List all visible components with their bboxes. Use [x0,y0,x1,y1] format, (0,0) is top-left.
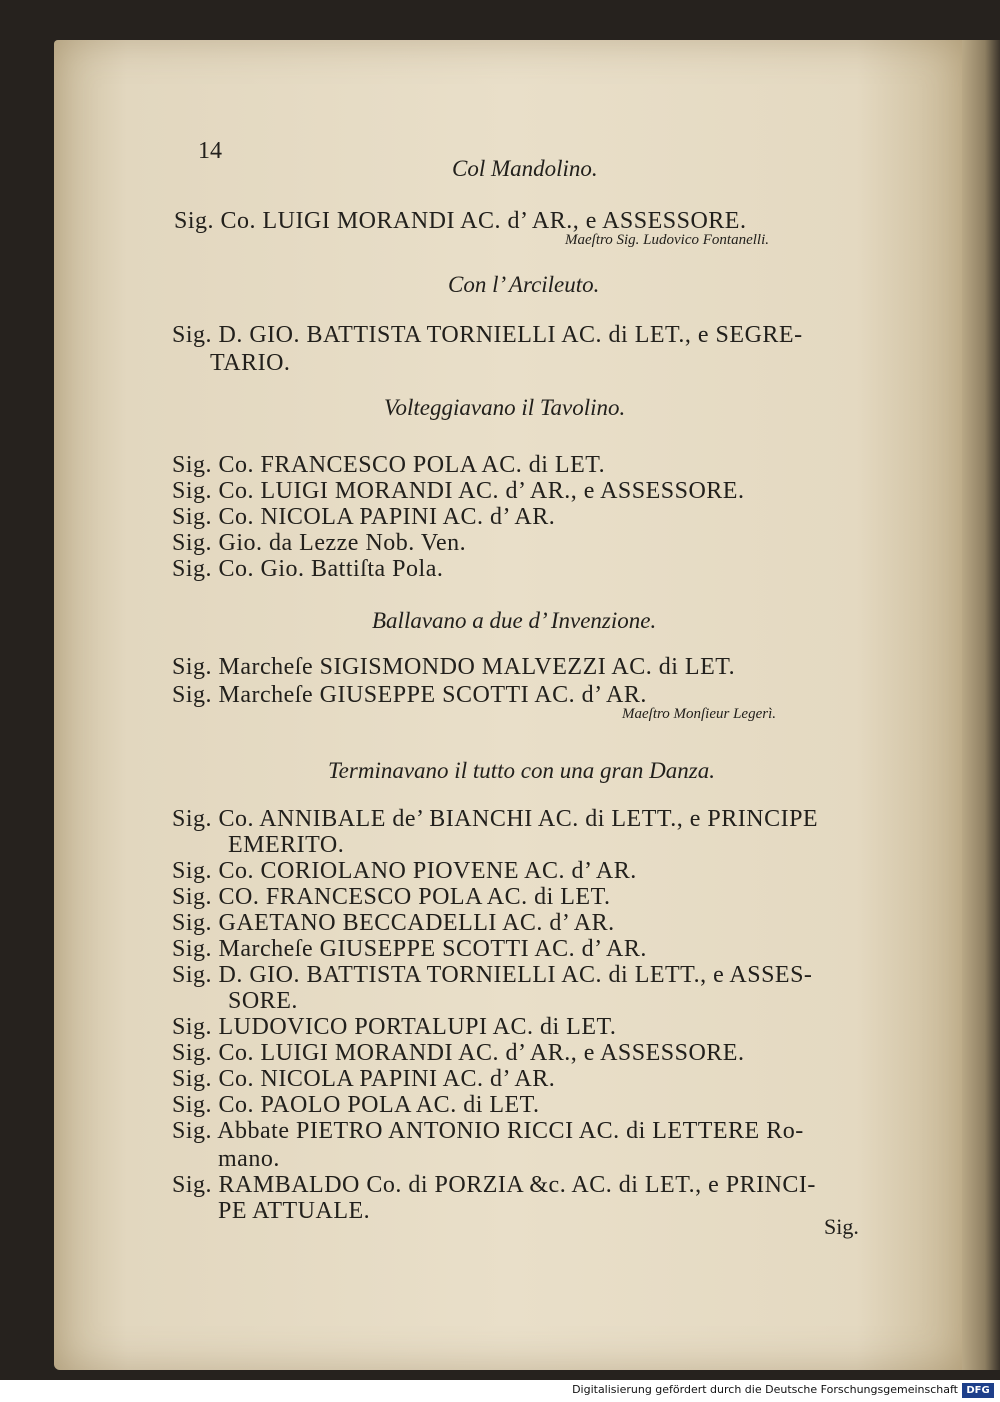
performer-line: Sig. Co. PAOLO POLA AC. di LET. [172,1092,540,1118]
performer-line: Sig. Co. LUIGI MORANDI AC. d’ AR., e ASSESSORE. [172,478,745,504]
performer-line: Sig. Co. ANNIBALE de’ BIANCHI AC. di LETT., e PRINCIPE [172,806,819,832]
funding-credit: Digitalisierung gefördert durch die Deutsche Forschungsgemeinschaft [572,1383,958,1396]
section-heading-gran-danza: Terminavano il tutto con una gran Danza. [328,758,715,783]
book-spine-edge [962,40,1000,1370]
section-heading-arcileuto: Con l’ Arcileuto. [448,272,600,297]
performer-line-continuation: EMERITO. [228,832,345,858]
performer-line: Sig. D. GIO. BATTISTA TORNIELLI AC. di LET., e SEGRE- [172,322,803,348]
performer-line-continuation: TARIO. [210,350,291,376]
performer-line-continuation: mano. [218,1146,280,1172]
section-heading-ballavano: Ballavano a due d’ Invenzione. [372,608,657,633]
performer-line: Sig. Co. CORIOLANO PIOVENE AC. d’ AR. [172,858,637,884]
maestro-note: Maeſtro Monſieur Legerì. [622,706,777,722]
section-heading-tavolino: Volteggiavano il Tavolino. [384,395,626,420]
performer-line: Sig. D. GIO. BATTISTA TORNIELLI AC. di LETT., e ASSES- [172,962,813,988]
performer-line: Sig. LUDOVICO PORTALUPI AC. di LET. [172,1014,617,1040]
performer-line: Sig. Marcheſe SIGISMONDO MALVEZZI AC. di LET. [172,654,736,680]
performer-line: Sig. Co. NICOLA PAPINI AC. d’ AR. [172,504,556,530]
performer-line-continuation: SORE. [228,988,298,1014]
performer-line: Sig. RAMBALDO Co. di PORZIA &c. AC. di LET., e PRINCI- [172,1172,816,1198]
footer-bar [0,1380,1000,1402]
catchword: Sig. [824,1214,859,1239]
dfg-logo: DFG [962,1383,994,1398]
performer-line: Sig. Abbate PIETRO ANTONIO RICCI AC. di LETTERE Ro- [172,1118,804,1144]
performer-line-continuation: PE ATTUALE. [218,1198,371,1224]
performer-line: Sig. GAETANO BECCADELLI AC. d’ AR. [172,910,615,936]
performer-line: Sig. Co. FRANCESCO POLA AC. di LET. [172,452,606,478]
page-number: 14 [198,138,222,164]
performer-line: Sig. Gio. da Lezze Nob. Ven. [172,530,467,556]
performer-line: Sig. CO. FRANCESCO POLA AC. di LET. [172,884,611,910]
performer-line: Sig. Co. LUIGI MORANDI AC. d’ AR., e ASSESSORE. [174,208,747,234]
section-heading-col-mandolino: Col Mandolino. [452,156,598,181]
performer-line: Sig. Co. NICOLA PAPINI AC. d’ AR. [172,1066,556,1092]
performer-line: Sig. Co. Gio. Battiſta Pola. [172,556,444,582]
maestro-note: Maeſtro Sig. Ludovico Fontanelli. [565,232,770,248]
performer-line: Sig. Co. LUIGI MORANDI AC. d’ AR., e ASSESSORE. [172,1040,745,1066]
performer-line: Sig. Marcheſe GIUSEPPE SCOTTI AC. d’ AR. [172,936,647,962]
performer-line: Sig. Marcheſe GIUSEPPE SCOTTI AC. d’ AR. [172,682,647,708]
